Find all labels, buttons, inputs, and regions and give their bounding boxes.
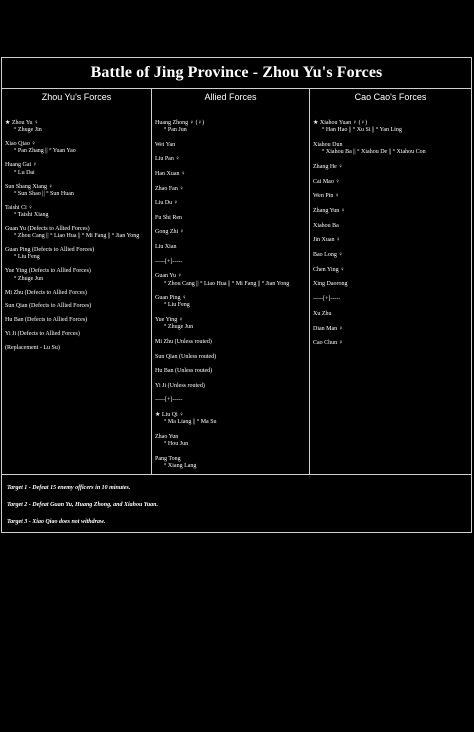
- column-heading: Cao Cao's Forces: [354, 92, 427, 102]
- officer-entry: [313, 208, 471, 215]
- officer-name: Taishi Ci ♀: [5, 204, 33, 211]
- officer-name: Pang Tong: [155, 455, 181, 462]
- officer-entry: [313, 326, 471, 333]
- officer-entry: [313, 223, 471, 230]
- officer-name: Hu Ban (Defects to Allied Forces): [5, 317, 88, 324]
- officer-entry: [155, 456, 309, 471]
- officer-entry: [155, 200, 309, 207]
- officer-entry: [155, 434, 309, 449]
- officer-name: Gong Zhi ♀: [155, 229, 185, 236]
- sub-officers: ° Liu Feng: [164, 302, 190, 309]
- officer-name: Wei Yan: [155, 141, 176, 148]
- officer-entry: [155, 156, 309, 163]
- officer-name: Yi Ji (Unless routed): [155, 382, 205, 389]
- officer-name: Hu Ban (Unless routed): [155, 368, 213, 375]
- officer-entry: [5, 247, 151, 262]
- officer-name: Liu Du ♀: [155, 200, 179, 207]
- officer-entry: [313, 120, 471, 135]
- officer-entry: [155, 368, 309, 375]
- officer-entry: [313, 179, 471, 186]
- officer-name: Han Xuan ♀: [155, 171, 186, 178]
- officer-entry: [155, 412, 309, 427]
- officer-entry: [155, 186, 309, 193]
- officer-name: Cai Mao ♀: [313, 178, 340, 185]
- officer-name: Sun Qian (Defects to Allied Forces): [5, 303, 92, 310]
- officer-entry: [5, 141, 151, 156]
- officer-entry: [155, 120, 309, 135]
- officer-name: Guan Yu ♀: [155, 273, 182, 280]
- officer-entry: [5, 162, 151, 177]
- officer-entry: [5, 120, 151, 135]
- officer-name: Fu Shi Ren: [155, 214, 183, 221]
- officer-entry: [5, 331, 151, 338]
- officer-entry: [313, 142, 471, 157]
- officer-entry: [155, 339, 309, 346]
- officer-name: Xu Zhu: [313, 310, 332, 317]
- officer-entry: [313, 237, 471, 244]
- officer-name: Guan Ping (Defects to Allied Forces): [5, 247, 95, 254]
- officer-entry: [5, 317, 151, 324]
- officer-name: Zhao Fan ♀: [155, 185, 184, 192]
- sub-officers: ° Ma Liang || ° Ma Su: [164, 419, 217, 426]
- officer-entry: [5, 345, 151, 352]
- officer-entry: [5, 303, 151, 310]
- officer-name: Cao Chun ♀: [313, 340, 344, 347]
- officer-name: Wen Pin ♀: [313, 193, 340, 200]
- column-zhou-yu-forces: [2, 89, 151, 474]
- officer-name: Guan Ping ♀: [155, 295, 187, 302]
- officer-entry: [313, 164, 471, 171]
- officer-list: [2, 112, 151, 352]
- forces-table: [2, 89, 471, 475]
- officer-name: -----[+]-----: [155, 258, 183, 265]
- officer-name: Zhang He ♀: [313, 163, 343, 170]
- officer-entry: [5, 290, 151, 297]
- sub-officers: ° Sun Shao || ° Sun Huan: [14, 190, 74, 197]
- column-heading: Allied Forces: [204, 92, 257, 102]
- officer-entry: [155, 142, 309, 149]
- officer-entry: [155, 354, 309, 361]
- column-heading: Zhou Yu's Forces: [41, 92, 112, 102]
- sub-officers: ° Pan Jun: [164, 127, 187, 134]
- officer-entry: [155, 259, 309, 266]
- officer-entry: [155, 215, 309, 222]
- officer-name: ★ Zhou Yu ♀: [5, 120, 39, 126]
- officer-name: Guan Yu (Defects to Allied Forces): [5, 225, 90, 232]
- officer-entry: [313, 311, 471, 318]
- officer-entry: [313, 193, 471, 200]
- sub-officers: ° Zhuge Jun: [164, 324, 194, 331]
- officer-entry: [155, 273, 309, 288]
- sub-officers: ° Han Hao || ° Xu Si || ° Yan Ling: [322, 127, 402, 134]
- sub-officers: ° Xiahou Ba || ° Xiahou De || ° Xiahou Con: [322, 149, 426, 156]
- officer-name: Mi Zhu (Defects to Allied Forces): [5, 289, 87, 296]
- officer-name: Liu Xian: [155, 244, 177, 251]
- target-3: Target 3 - Xiao Qiao does not withdraw.: [7, 519, 106, 525]
- sub-officers: ° Zhou Cang || ° Liao Hua || ° Mi Fang || ° Jian Yong: [164, 280, 290, 287]
- sub-officers: ° Pan Zhang || ° Yuan Yao: [14, 148, 76, 155]
- officer-entry: [5, 226, 151, 241]
- officer-name: Mi Zhu (Unless routed): [155, 338, 212, 345]
- column-allied-forces: [151, 89, 309, 474]
- targets-section: [2, 475, 471, 536]
- officer-entry: [155, 244, 309, 251]
- officer-entry: [155, 397, 309, 404]
- officer-name: Zhao Yun: [155, 433, 179, 440]
- officer-name: Xiahou Dun: [313, 141, 343, 148]
- officer-entry: [155, 383, 309, 390]
- officer-list: [310, 112, 471, 348]
- officer-name: ★ Liu Qi ♀: [155, 411, 184, 418]
- target-1: Target 1 - Defeat 15 enemy officers in 10 minutes.: [7, 485, 131, 491]
- page-title: Battle of Jing Province - Zhou Yu's Forces: [2, 58, 471, 89]
- sub-officers: ° Lu Dai: [14, 169, 35, 176]
- officer-name: Dian Man ♀: [313, 325, 344, 332]
- sub-officers: ° Hou Jun: [164, 441, 189, 448]
- officer-name: (Replacement - Lu Su): [5, 345, 60, 352]
- officer-name: Chen Ying ♀: [313, 266, 345, 273]
- officer-name: Xiahou Ba: [313, 222, 339, 229]
- sub-officers: ° Zhuge Jin: [14, 127, 42, 134]
- sub-officers: ° Zhou Cang || ° Liao Hua || ° Mi Fang || ° Jian Yong: [14, 233, 140, 240]
- officer-name: -----[+]-----: [155, 397, 183, 404]
- officer-entry: [5, 268, 151, 283]
- column-cao-cao-forces: [309, 89, 471, 474]
- officer-name: Xiao Qiao ♀: [5, 141, 36, 148]
- officer-entry: [313, 252, 471, 259]
- officer-entry: [313, 340, 471, 347]
- officer-name: Sun Shang Xiang ♀: [5, 183, 53, 190]
- officer-name: Xing Daorong: [313, 281, 348, 288]
- officer-name: Sun Qian (Unless routed): [155, 353, 217, 360]
- sub-officers: ° Zhuge Jun: [14, 275, 44, 282]
- officer-name: Huang Zhong ♀ (♀): [155, 120, 205, 126]
- sub-officers: ° Liu Feng: [14, 254, 40, 261]
- officer-entry: [313, 281, 471, 288]
- officer-entry: [155, 317, 309, 332]
- officer-list: [152, 112, 309, 470]
- officer-entry: [313, 267, 471, 274]
- officer-name: Liu Pan ♀: [155, 156, 180, 163]
- officer-name: Bao Long ♀: [313, 252, 343, 259]
- officer-entry: [5, 205, 151, 220]
- officer-entry: [313, 296, 471, 303]
- officer-entry: [5, 184, 151, 199]
- officer-entry: [155, 295, 309, 310]
- officer-name: Yue Ying ♀: [155, 317, 184, 324]
- officer-name: Huang Gai ♀: [5, 162, 38, 169]
- battle-sheet: [1, 57, 472, 533]
- officer-name: Yue Ying (Defects to Allied Forces): [5, 268, 91, 275]
- officer-entry: [155, 229, 309, 236]
- target-2: Target 2 - Defeat Guan Yu, Huang Zhong, and Xiahou Yuan.: [7, 502, 158, 508]
- officer-entry: [155, 171, 309, 178]
- officer-name: -----[+]-----: [313, 296, 341, 303]
- sub-officers: ° Xiang Lang: [164, 462, 197, 469]
- officer-name: Yi Ji (Defects to Allied Forces): [5, 331, 80, 338]
- officer-name: ★ Xiahou Yuan ♀ (♀): [313, 120, 368, 126]
- officer-name: Jin Xuan ♀: [313, 237, 341, 244]
- sub-officers: ° Taishi Xiang: [14, 212, 49, 219]
- officer-name: Zhang Yun ♀: [313, 208, 346, 215]
